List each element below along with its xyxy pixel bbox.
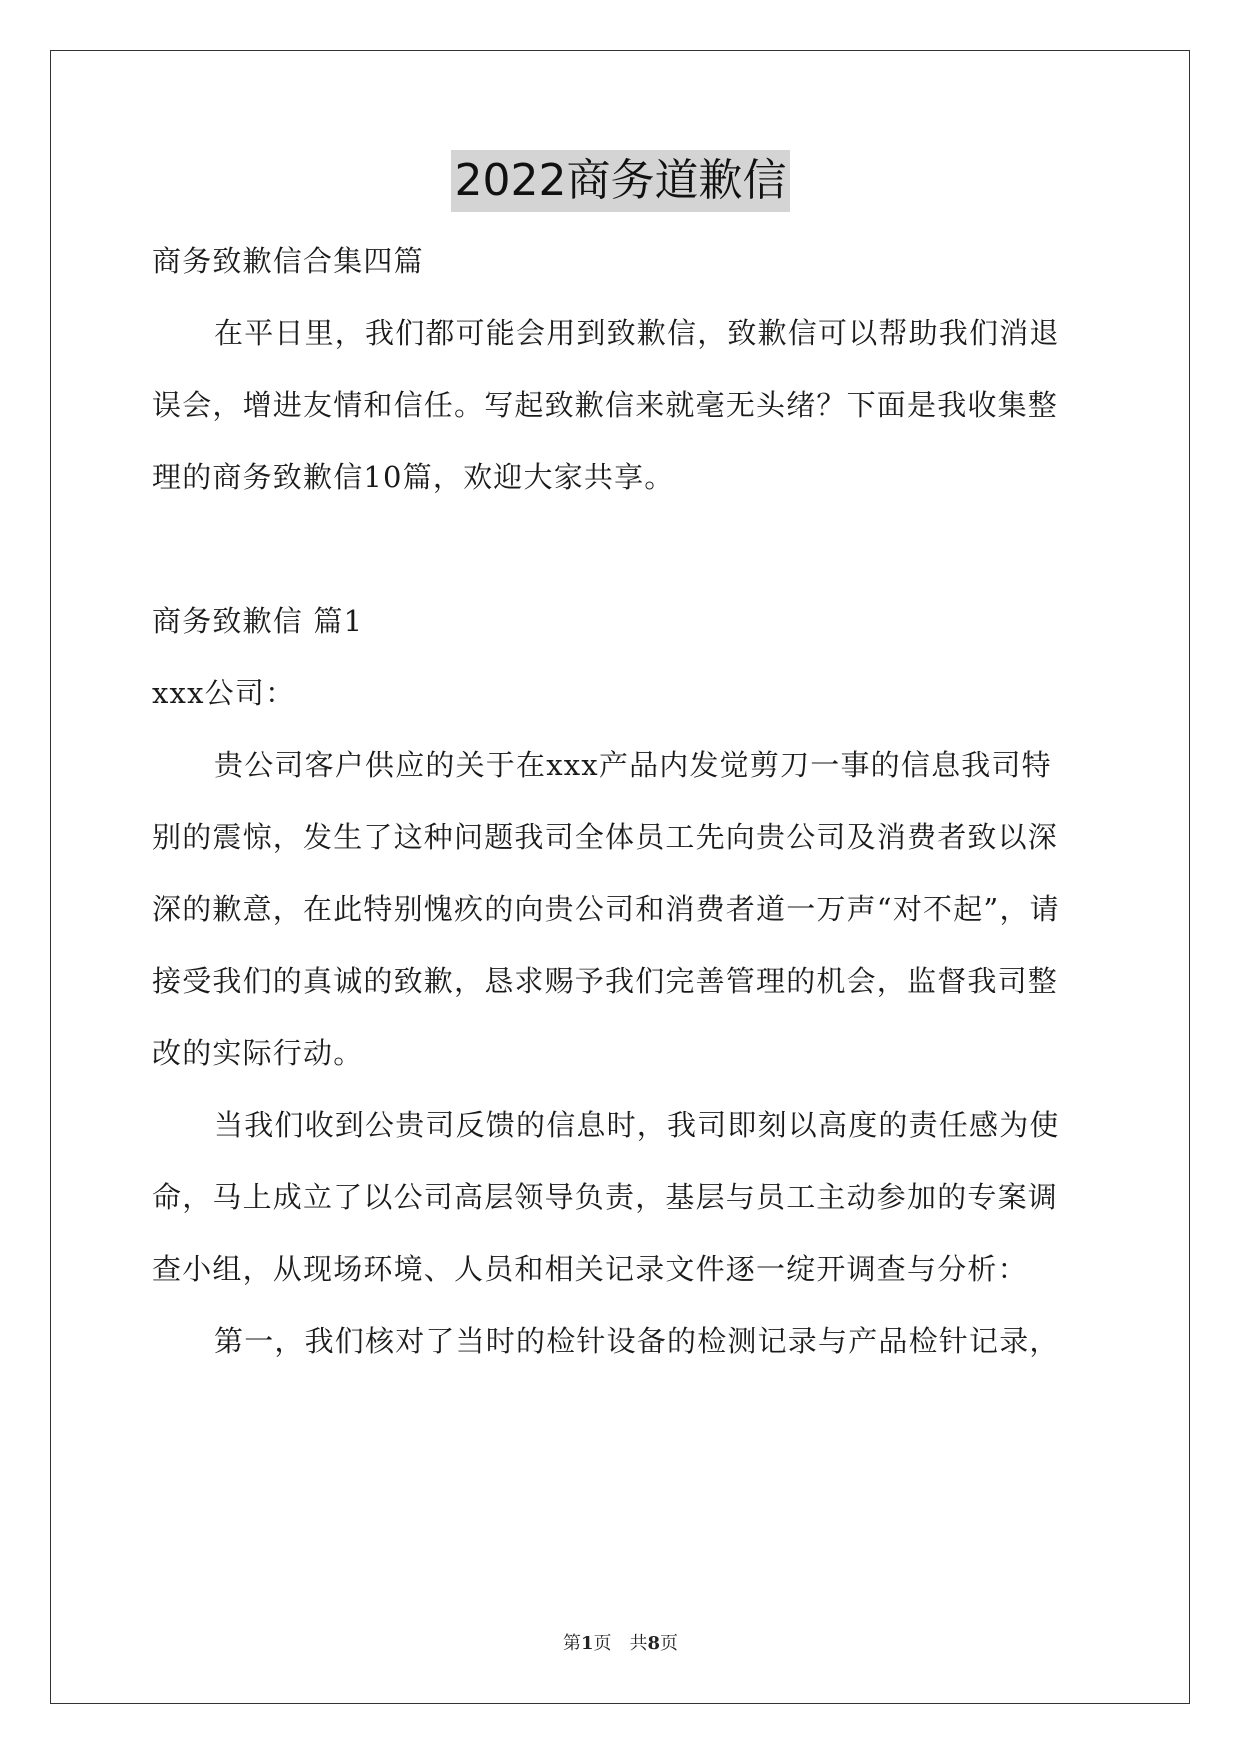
intro-line-2: 误会，增进友情和信任。写起致歉信来就毫无头绪？下面是我收集整: [152, 388, 1059, 422]
page-border: [50, 50, 1190, 1704]
paragraph3-line-1: 第一，我们核对了当时的检针设备的检测记录与产品检针记录，: [214, 1324, 1060, 1358]
paragraph1-line-1: 贵公司客户供应的关于在xxx产品内发觉剪刀一事的信息我司特: [214, 748, 1052, 782]
footer-page-total: 8: [647, 1633, 661, 1654]
paragraph2-line-3: 查小组，从现场环境、人员和相关记录文件逐一绽开调查与分析：: [152, 1252, 1028, 1286]
paragraph2-line-2: 命，马上成立了以公司高层领导负责，基层与员工主动参加的专案调: [152, 1180, 1059, 1214]
paragraph1-line-2: 别的震惊，发生了这种问题我司全体员工先向贵公司及消费者致以深: [152, 820, 1059, 854]
subtitle: 商务致歉信合集四篇: [152, 244, 424, 278]
paragraph1-line-3: 深的歉意，在此特别愧疚的向贵公司和消费者道一万声“对不起”，请: [152, 892, 1060, 926]
footer-page-suffix: 页: [660, 1633, 679, 1654]
title-wrap: [0, 150, 1241, 212]
salutation: xxx公司：: [152, 676, 296, 710]
footer-page-mid: 页 共: [593, 1633, 648, 1654]
paragraph1-line-4: 接受我们的真诚的致歉，恳求赐予我们完善管理的机会，监督我司整: [152, 964, 1059, 998]
footer-page-current: 1: [580, 1633, 594, 1654]
intro-line-1: 在平日里，我们都可能会用到致歉信，致歉信可以帮助我们消退: [214, 316, 1060, 350]
document-title: 2022商务道歉信: [451, 150, 791, 212]
paragraph1-line-5: 改的实际行动。: [152, 1036, 364, 1070]
footer-page-prefix: 第: [562, 1633, 581, 1654]
section-heading: 商务致歉信 篇1: [152, 604, 364, 638]
paragraph2-line-1: 当我们收到公贵司反馈的信息时，我司即刻以高度的责任感为使: [214, 1108, 1060, 1142]
intro-line-3: 理的商务致歉信10篇，欢迎大家共享。: [152, 460, 675, 494]
page-footer: [0, 1632, 1241, 1656]
